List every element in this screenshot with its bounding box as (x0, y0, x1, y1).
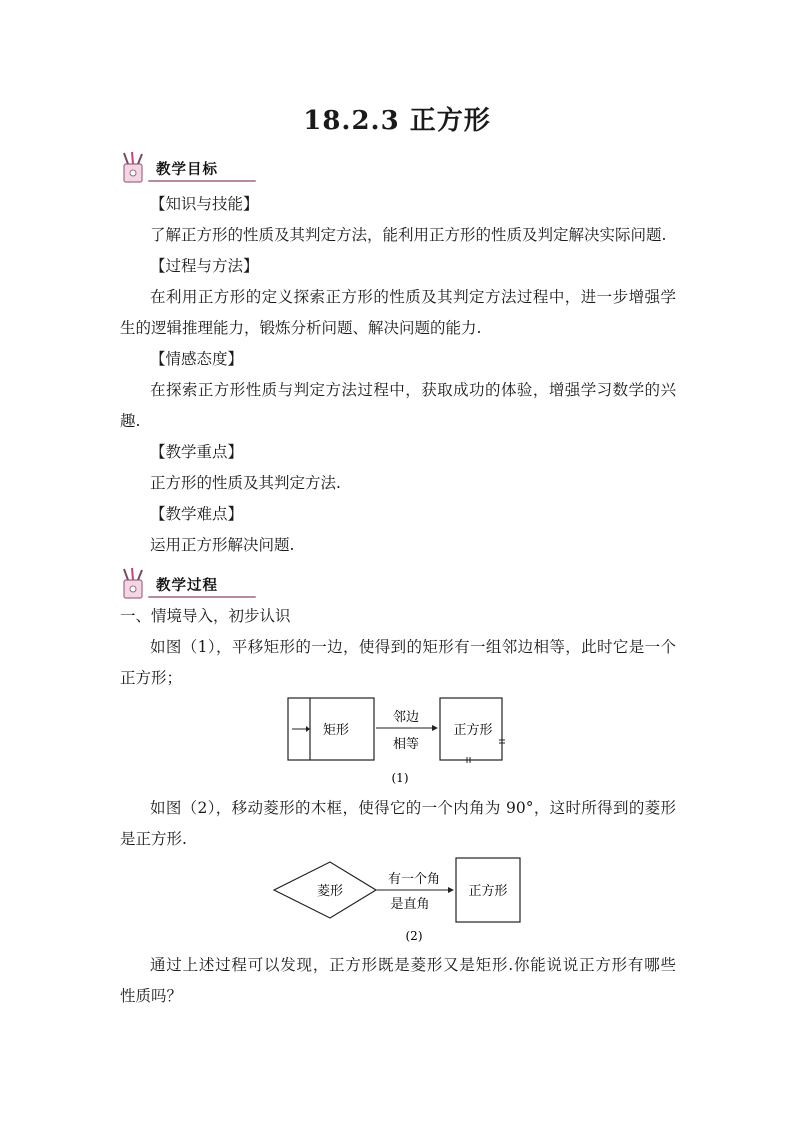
fig1-arrow-bottom-label: 相等 (392, 737, 420, 752)
fig1-caption: (1) (391, 771, 409, 785)
key-point-label: 【教学重点】 (150, 443, 244, 461)
part1-p2-line1: 如图（2），移动菱形的木框，使得它的一个内角为 90°，这时所得到的菱形 (150, 799, 676, 817)
knowledge-label: 【知识与技能】 (150, 195, 259, 213)
translate-arrow-head (306, 726, 310, 732)
part1-p1-line1: 如图（1），平移矩形的一边，使得到的矩形有一组邻边相等，此时它是一个 (150, 638, 676, 656)
fig2-arrow-top-label: 有一个角 (387, 872, 441, 887)
fig2-right-box-label: 正方形 (468, 884, 508, 899)
part1-heading: 一、情境导入，初步认识 (120, 607, 291, 625)
fig1-arrow-head (432, 725, 438, 731)
difficulty-label: 【教学难点】 (150, 505, 244, 523)
fig2-arrow-head (448, 887, 454, 893)
attitude-label: 【情感态度】 (150, 350, 244, 368)
part1-p3-line1: 通过上述过程可以发现，正方形既是菱形又是矩形.你能说说正方形有哪些 (150, 956, 676, 974)
process-method-line1: 在利用正方形的定义探索正方形的性质及其判定方法过程中，进一步增强学 (150, 288, 676, 306)
process-method-label: 【过程与方法】 (150, 257, 259, 275)
difficulty-text: 运用正方形解决问题. (150, 536, 295, 554)
part1-p2-line2: 是正方形. (120, 830, 187, 848)
fig1-right-box-label: 正方形 (453, 723, 493, 738)
attitude-line1: 在探索正方形性质与判定方法过程中，获取成功的体验，增强学习数学的兴 (150, 381, 676, 399)
fig2-caption: (2) (405, 929, 423, 943)
part1-p1-line2: 正方形； (120, 669, 183, 687)
figure-2 (268, 852, 528, 948)
fig2-arrow-bottom-label: 是直角 (390, 897, 430, 912)
process-method-line2: 生的逻辑推理能力，锻炼分析问题、解决问题的能力. (120, 319, 482, 337)
part1-p3-line2: 性质吗？ (120, 987, 183, 1005)
attitude-line2: 趣. (120, 412, 141, 430)
fig1-arrow-top-label: 邻边 (392, 710, 420, 725)
figure-1 (280, 690, 520, 790)
fig1-left-box-label: 矩形 (322, 723, 350, 738)
page-title: 18.2.3 正方形 (303, 106, 491, 136)
key-point-text: 正方形的性质及其判定方法. (150, 474, 341, 492)
section-header-underline (148, 180, 256, 182)
section-header-label: 教学目标 (156, 162, 218, 178)
section-header-label: 教学过程 (156, 578, 218, 594)
section-header-underline (148, 596, 256, 598)
section-header-teaching-process (118, 566, 258, 602)
section-header-teaching-goals (118, 150, 258, 186)
fig2-left-shape-label: 菱形 (316, 884, 344, 899)
knowledge-text: 了解正方形的性质及其判定方法，能利用正方形的性质及判定解决实际问题. (150, 226, 667, 244)
